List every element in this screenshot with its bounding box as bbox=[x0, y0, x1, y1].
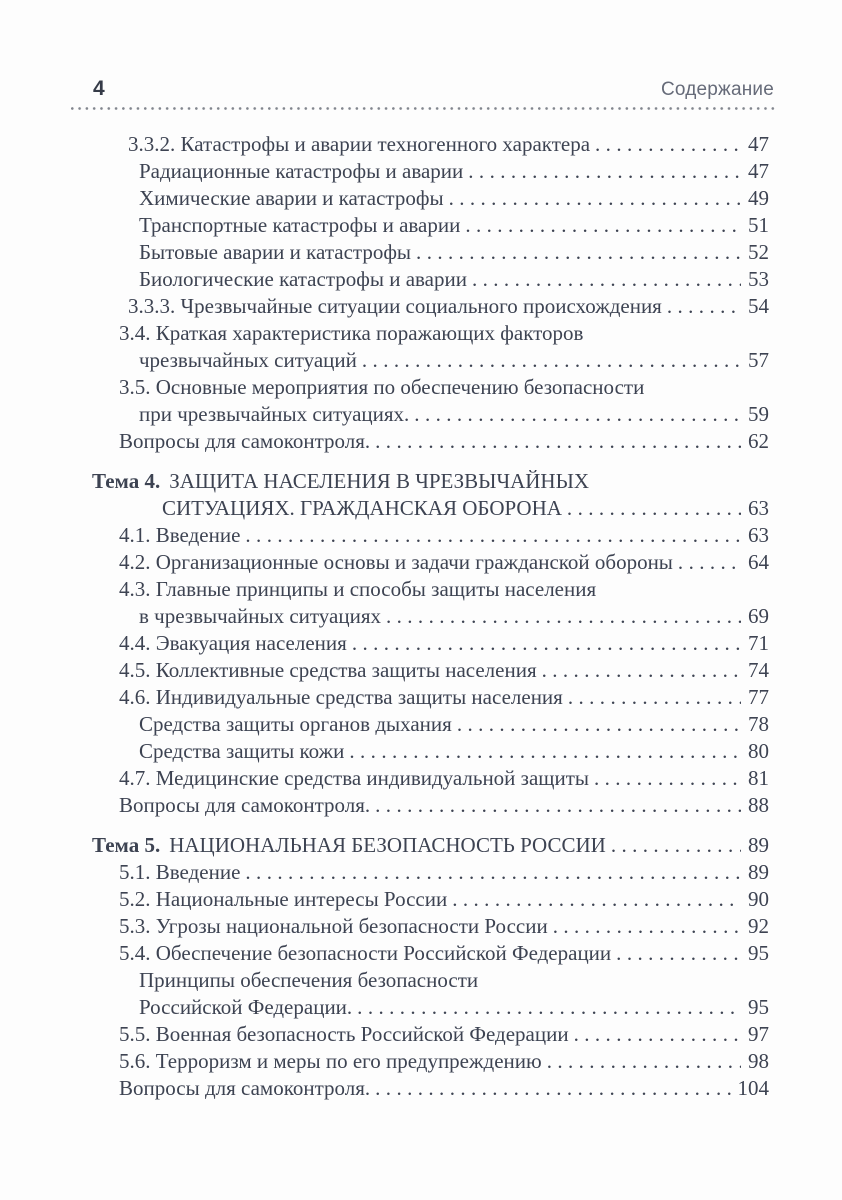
page-ref: 53 bbox=[748, 267, 769, 291]
entry-text: 5.4. Обеспечение безопасности Российской Федерации bbox=[119, 941, 612, 965]
entry-text: 4.3. Главные принципы и способы защиты населения bbox=[119, 577, 597, 601]
page-ref: 74 bbox=[748, 658, 769, 682]
dot-leader bbox=[468, 158, 741, 185]
page-ref: 51 bbox=[748, 213, 769, 237]
page-header bbox=[71, 77, 778, 102]
entry-text: 5.6. Терроризм и меры по его предупреждению bbox=[119, 1049, 542, 1073]
page-ref: 62 bbox=[748, 429, 769, 453]
page-number: 4 bbox=[93, 77, 105, 100]
dot-leader bbox=[416, 239, 741, 266]
entry-text: Бытовые аварии и катастрофы bbox=[139, 240, 412, 264]
toc-entry-line bbox=[71, 576, 778, 603]
page-ref: 77 bbox=[748, 685, 769, 709]
toc-entry-line bbox=[71, 994, 778, 1021]
dot-leader bbox=[457, 711, 741, 738]
page-ref: 57 bbox=[748, 348, 769, 372]
page-ref: 47 bbox=[748, 159, 769, 183]
entry-text: Принципы обеспечения безопасности bbox=[139, 968, 479, 992]
page-ref: 89 bbox=[748, 833, 769, 857]
toc-entry-line bbox=[71, 522, 778, 549]
toc-entry-line bbox=[71, 711, 778, 738]
page-ref: 59 bbox=[748, 402, 769, 426]
entry-text: Вопросы для самоконтроля. bbox=[119, 793, 371, 817]
toc-entry-line bbox=[71, 212, 778, 239]
toc-entry-line bbox=[71, 374, 778, 401]
dot-leader bbox=[375, 428, 741, 455]
page-ref: 95 bbox=[748, 941, 769, 965]
dot-leader bbox=[465, 212, 741, 239]
entry-text: 4.6. Индивидуальные средства защиты населения bbox=[119, 685, 563, 709]
toc-entry-line bbox=[71, 293, 778, 320]
dot-leader bbox=[414, 401, 741, 428]
entry-text: 4.2. Организационные основы и задачи гражданской обороны bbox=[119, 550, 673, 574]
entry-text: чрезвычайных ситуаций bbox=[139, 348, 357, 372]
toc-heading-line bbox=[71, 468, 778, 495]
toc-entry-line bbox=[71, 266, 778, 293]
page-ref: 92 bbox=[748, 914, 769, 938]
dot-leader bbox=[542, 657, 741, 684]
entry-text: Транспортные катастрофы и аварии bbox=[139, 213, 461, 237]
entry-text: Радиационные катастрофы и аварии bbox=[139, 159, 464, 183]
page-ref: 104 bbox=[737, 1076, 769, 1100]
dot-leader bbox=[547, 1048, 741, 1075]
entry-text: при чрезвычайных ситуациях. bbox=[139, 402, 410, 426]
toc-heading-title: НАЦИОНАЛЬНАЯ БЕЗОПАСНОСТЬ РОССИИ bbox=[169, 833, 606, 857]
dot-leader bbox=[449, 185, 741, 212]
toc-entry-line bbox=[71, 765, 778, 792]
toc bbox=[71, 131, 778, 1102]
entry-text: Российской Федерации. bbox=[139, 995, 353, 1019]
dot-leader bbox=[611, 832, 741, 859]
page-ref: 95 bbox=[748, 995, 769, 1019]
dot-leader bbox=[245, 859, 741, 886]
toc-entry-line bbox=[71, 940, 778, 967]
page-ref: 89 bbox=[748, 860, 769, 884]
entry-text: 3.3.3. Чрезвычайные ситуации социального происхождения bbox=[128, 294, 662, 318]
toc-entry-line bbox=[71, 792, 778, 819]
toc-section bbox=[71, 468, 778, 819]
entry-text: 3.3.2. Катастрофы и аварии техногенного характера bbox=[128, 132, 591, 156]
toc-entry-line bbox=[71, 603, 778, 630]
entry-text: 3.4. Краткая характеристика поражающих факторов bbox=[119, 321, 584, 345]
dot-leader bbox=[386, 603, 741, 630]
page-ref: 47 bbox=[748, 132, 769, 156]
toc-entry-line bbox=[71, 657, 778, 684]
entry-text: Вопросы для самоконтроля. bbox=[119, 429, 371, 453]
toc-heading-line bbox=[71, 495, 778, 522]
entry-text: Вопросы для самоконтроля. bbox=[119, 1076, 371, 1100]
toc-entry-line bbox=[71, 428, 778, 455]
page-ref: 49 bbox=[748, 186, 769, 210]
entry-text: Средства защиты кожи bbox=[139, 739, 345, 763]
toc-entry-line bbox=[71, 886, 778, 913]
dot-leader bbox=[678, 549, 741, 576]
dot-leader bbox=[245, 522, 741, 549]
dot-leader bbox=[375, 1075, 730, 1102]
entry-text: 5.5. Военная безопасность Российской Федерации bbox=[119, 1022, 569, 1046]
entry-text: 5.3. Угрозы национальной безопасности России bbox=[119, 914, 548, 938]
toc-heading-prefix: Тема 4. bbox=[92, 469, 161, 493]
dot-leader bbox=[375, 792, 741, 819]
page-ref: 64 bbox=[748, 550, 769, 574]
toc-entry-line bbox=[71, 913, 778, 940]
toc-section bbox=[71, 131, 778, 455]
toc-entry-line bbox=[71, 549, 778, 576]
running-title: Содержание bbox=[660, 79, 774, 100]
entry-text: 5.2. Национальные интересы России bbox=[119, 887, 448, 911]
toc-entry-line bbox=[71, 1048, 778, 1075]
dot-leader bbox=[452, 886, 741, 913]
page-ref: 81 bbox=[748, 766, 769, 790]
page-ref: 52 bbox=[748, 240, 769, 264]
page-ref: 71 bbox=[748, 631, 769, 655]
page-ref: 63 bbox=[748, 496, 769, 520]
toc-heading-title: ЗАЩИТА НАСЕЛЕНИЯ В ЧРЕЗВЫЧАЙНЫХ bbox=[169, 469, 590, 493]
toc-entry-line bbox=[71, 131, 778, 158]
toc-entry-line bbox=[71, 320, 778, 347]
toc-entry-line bbox=[71, 401, 778, 428]
toc-section bbox=[71, 832, 778, 1102]
dot-leader bbox=[616, 940, 741, 967]
entry-text: Биологические катастрофы и аварии bbox=[139, 267, 467, 291]
entry-text: 4.5. Коллективные средства защиты населения bbox=[119, 658, 537, 682]
toc-entry-line bbox=[71, 158, 778, 185]
page-ref: 97 bbox=[748, 1022, 769, 1046]
entry-text: Химические аварии и катастрофы bbox=[139, 186, 444, 210]
dot-leader bbox=[568, 684, 741, 711]
toc-entry-line bbox=[71, 630, 778, 657]
page-ref: 98 bbox=[748, 1049, 769, 1073]
toc-heading-text bbox=[162, 495, 562, 522]
toc-heading-text bbox=[92, 832, 606, 859]
dot-leader bbox=[349, 738, 741, 765]
toc-entry-line bbox=[71, 859, 778, 886]
page-ref: 78 bbox=[748, 712, 769, 736]
dot-leader bbox=[667, 293, 741, 320]
page-ref: 80 bbox=[748, 739, 769, 763]
toc-entry-line bbox=[71, 1021, 778, 1048]
entry-text: 4.7. Медицинские средства индивидуальной защиты bbox=[119, 766, 589, 790]
dot-leader bbox=[472, 266, 741, 293]
toc-entry-line bbox=[71, 1075, 778, 1102]
page-ref: 88 bbox=[748, 793, 769, 817]
page-ref: 54 bbox=[748, 294, 769, 318]
dot-leader bbox=[362, 347, 741, 374]
dot-leader bbox=[553, 913, 741, 940]
entry-text: 4.4. Эвакуация населения bbox=[119, 631, 347, 655]
toc-entry-line bbox=[71, 185, 778, 212]
entry-text: 5.1. Введение bbox=[119, 860, 241, 884]
dot-leader bbox=[352, 630, 741, 657]
toc-heading-title: СИТУАЦИЯХ. ГРАЖДАНСКАЯ ОБОРОНА bbox=[162, 496, 562, 520]
toc-heading-line bbox=[71, 832, 778, 859]
toc-entry-line bbox=[71, 738, 778, 765]
toc-heading-prefix: Тема 5. bbox=[92, 833, 161, 857]
entry-text: 4.1. Введение bbox=[119, 523, 241, 547]
entry-text: 3.5. Основные мероприятия по обеспечению безопасности bbox=[119, 375, 645, 399]
page-ref: 63 bbox=[748, 523, 769, 547]
entry-text: в чрезвычайных ситуациях bbox=[139, 604, 381, 628]
entry-text: Средства защиты органов дыхания bbox=[139, 712, 452, 736]
toc-heading-text bbox=[92, 468, 589, 495]
dot-leader bbox=[574, 1021, 741, 1048]
toc-entry-line bbox=[71, 347, 778, 374]
dot-leader bbox=[595, 131, 741, 158]
toc-entry-line bbox=[71, 239, 778, 266]
dot-leader bbox=[357, 994, 741, 1021]
dot-leader bbox=[594, 765, 741, 792]
toc-entry-line bbox=[71, 967, 778, 994]
dot-leader bbox=[567, 495, 741, 522]
page-ref: 90 bbox=[748, 887, 769, 911]
header-rule bbox=[71, 107, 778, 110]
page-ref: 69 bbox=[748, 604, 769, 628]
toc-entry-line bbox=[71, 684, 778, 711]
